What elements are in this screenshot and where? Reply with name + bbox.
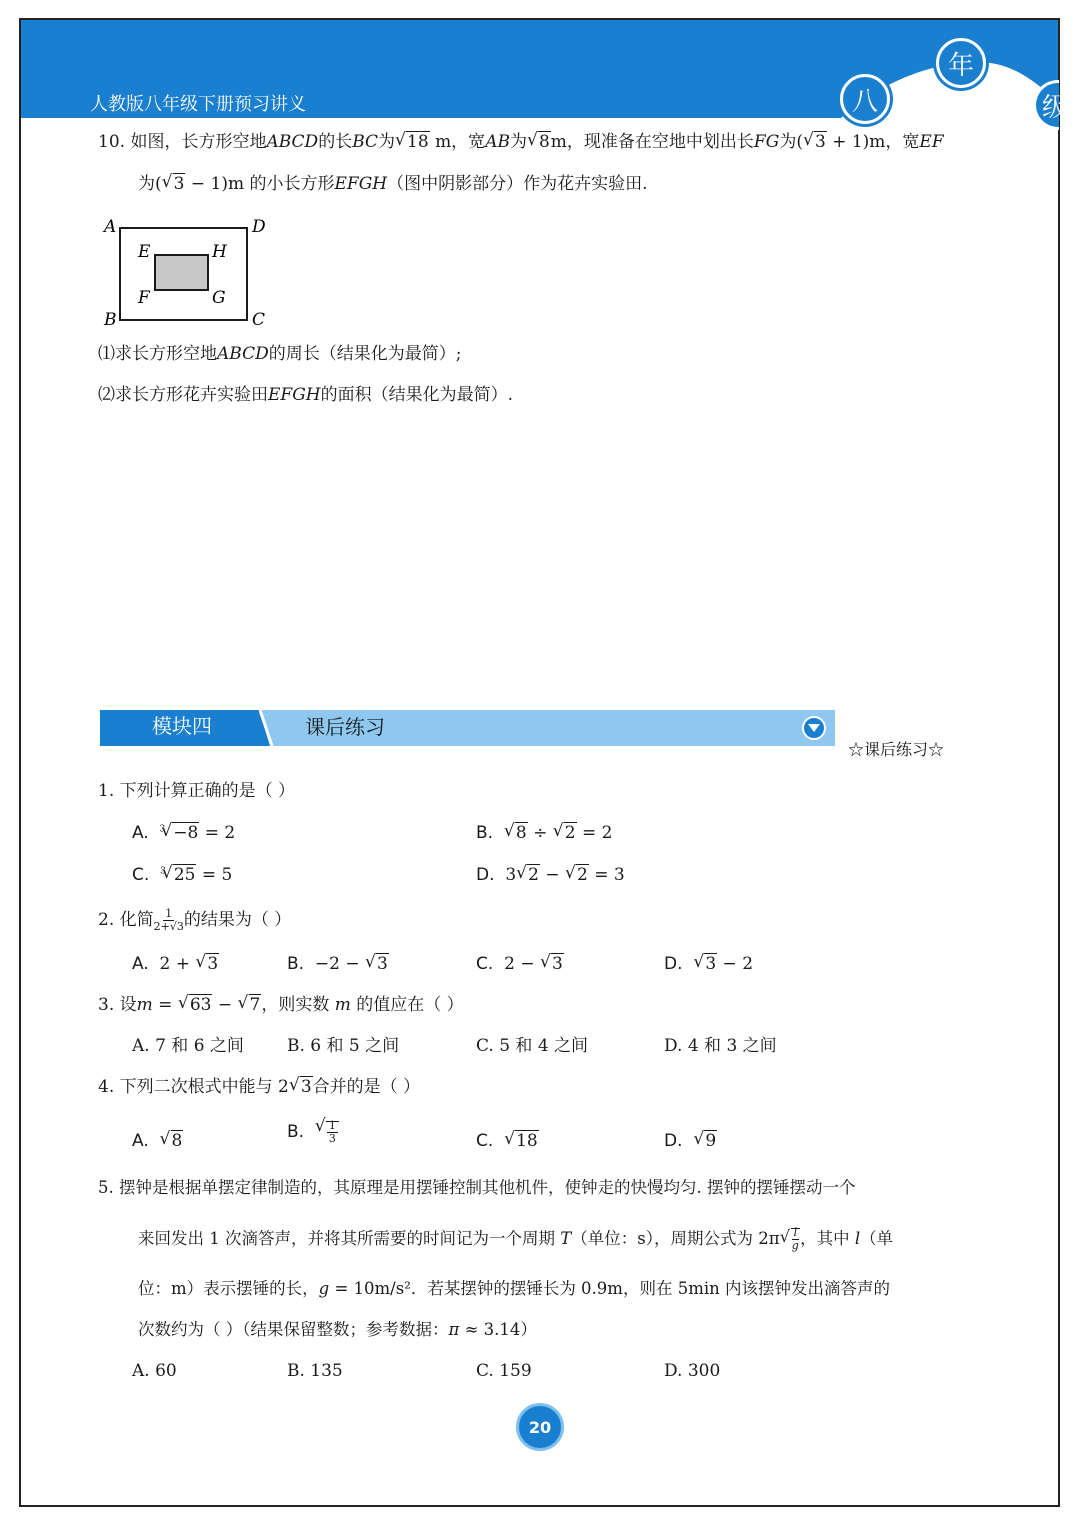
label-F: F [138,288,150,308]
module-label: 模块四 [152,714,212,738]
q2-option-a: A. 2 + √ 3 [132,956,219,973]
page-number: 20 [516,1403,564,1451]
label-C: C [252,310,266,330]
q2-option-b: B. −2 − √ 3 [287,956,389,973]
q4-stem: 4. 下列二次根式中能与 2√ 3合并的是（ ） [98,1079,420,1096]
label-G: G [212,288,226,308]
label-B: B [104,310,117,330]
q2-stem: 2. 化简 $\frac{1}{2+√3}$ 的结果为（ ） [98,906,292,933]
header-banner [21,20,1058,118]
label-E: E [138,242,151,262]
header-title: 人教版八年级下册预习讲义 [90,94,306,115]
q4-option-d: D. √ 9 [664,1133,717,1150]
q3-option-c: C. 5 和 4 之间 [476,1036,589,1056]
q4-option-b: B. √ $\frac{1}{3}$ [287,1120,339,1145]
label-H: H [212,242,227,262]
q2-option-d: D. √ 3 − 2 [664,956,753,973]
q5-line2: 来回发出 1 次滴答声，并将其所需要的时间记为一个周期 T（单位：s），周期公式为 2π √ $\frac{l}{g}$ ，其中 l（单 [138,1224,893,1254]
q4-option-a: A. √ 8 [132,1133,183,1150]
q4-option-c: C. √ 18 [476,1133,539,1150]
label-D: D [252,217,266,237]
q3-option-d: D. 4 和 3 之间 [664,1036,777,1056]
q1-option-b: B. √ 8 ÷ √ 2 = 2 [476,825,612,842]
q2-option-c: C. 2 − √ 3 [476,956,564,973]
q10-line1: 10. 如图，长方形空地ABCD的长BC为√ 18 m，宽AB为√ 8m，现准备在空地中划出长FG为(√ 3 + 1)m，宽EF [98,134,944,151]
q5-line3: 位：m）表示摆锤的长，g = 10m/s²．若某摆钟的摆锤长为 0.9m，则在 5min 内该摆钟发出滴答声的 [138,1279,890,1298]
q3-stem: 3. 设m = √ 63 − √ 7，则实数 m 的值应在（ ） [98,997,464,1014]
rect-EFGH [155,255,208,290]
rectangle-figure [100,215,280,333]
q3-option-a: A. 7 和 6 之间 [132,1036,244,1056]
q3-option-b: B. 6 和 5 之间 [287,1036,400,1056]
q5-option-d: D. 300 [664,1361,721,1381]
q1-option-c: C. $^3$√ 25 = 5 [132,867,232,884]
grade-badge-nian: 年 [936,38,986,88]
q5-line1: 5. 摆钟是根据单摆定律制造的，其原理是用摆锤控制其他机件，使钟走的快慢均匀. 摆钟的摆锤摆动一个 [98,1178,856,1197]
q10-sub2: ⑵求长方形花卉实验田EFGH的面积（结果化为最简）. [98,385,514,405]
grade-badge-ji: 级 [1033,80,1059,130]
q1-stem: 1. 下列计算正确的是（ ） [98,781,296,801]
label-A: A [104,217,117,237]
q5-option-b: B. 135 [287,1361,343,1381]
q10-sub1: ⑴求长方形空地ABCD的周长（结果化为最简）; [98,344,462,364]
module-title: 课后练习 [305,715,385,739]
q5-option-c: C. 159 [476,1361,532,1381]
q5-line4: 次数约为（ ）（结果保留整数；参考数据：π ≈ 3.14） [138,1320,537,1339]
grade-badge-ba: 八 [840,74,890,124]
q1-option-a: A. $^3$√ −8 = 2 [132,825,235,842]
module-subtitle: ☆课后练习☆ [848,740,945,759]
q1-option-d: D. 3√ 2 − √ 2 = 3 [476,867,625,884]
q10-line2: 为(√ 3 − 1)m 的小长方形EFGH（图中阴影部分）作为花卉实验田. [138,176,648,193]
q5-option-a: A. 60 [132,1361,177,1381]
